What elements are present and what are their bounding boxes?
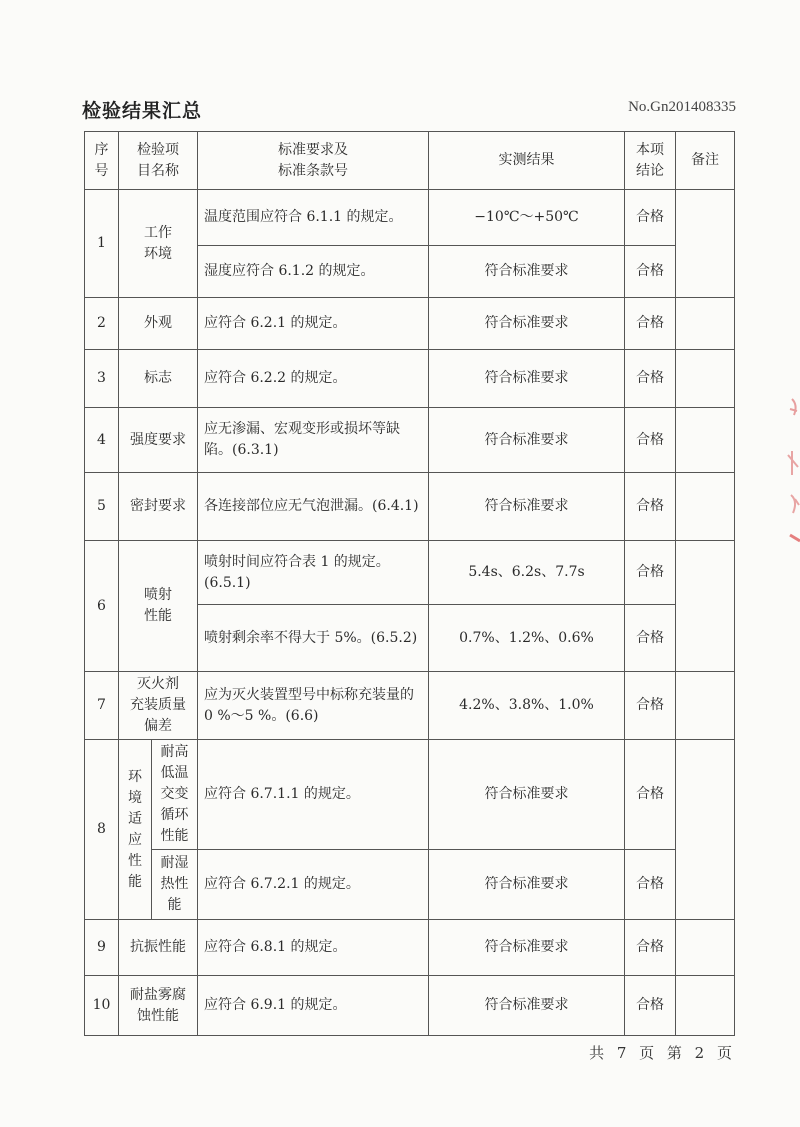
row-requirement: 应符合 6.7.2.1 的规定。	[198, 850, 429, 920]
row-seq: 2	[85, 298, 119, 350]
row-requirement: 喷射时间应符合表 1 的规定。(6.5.1)	[198, 541, 429, 605]
row-result: 符合标准要求	[429, 298, 625, 350]
row-remark	[676, 350, 735, 408]
table-row	[85, 920, 735, 976]
row-requirement: 温度范围应符合 6.1.1 的规定。	[198, 190, 429, 246]
row-subitem: 耐高 低温 交变 循环 性能	[152, 740, 198, 850]
table-row	[85, 672, 735, 740]
row-result: 符合标准要求	[429, 976, 625, 1036]
row-remark	[676, 298, 735, 350]
row-conclusion: 合格	[625, 246, 676, 298]
row-item: 灭火剂 充装质量 偏差	[119, 672, 198, 740]
row-result: 符合标准要求	[429, 350, 625, 408]
row-item: 密封要求	[119, 473, 198, 541]
row-conclusion: 合格	[625, 473, 676, 541]
row-seq: 1	[85, 190, 119, 298]
row-conclusion: 合格	[625, 298, 676, 350]
row-seq: 7	[85, 672, 119, 740]
header-result: 实测结果	[429, 132, 625, 190]
row-seq: 8	[85, 740, 119, 920]
table-row	[85, 298, 735, 350]
row-seq: 6	[85, 541, 119, 672]
row-item: 环 境 适 应 性 能	[119, 740, 152, 920]
row-subitem: 耐湿 热性 能	[152, 850, 198, 920]
table-row	[85, 408, 735, 473]
row-conclusion: 合格	[625, 976, 676, 1036]
row-result: 0.7%、1.2%、0.6%	[429, 605, 625, 672]
row-requirement: 应符合 6.2.2 的规定。	[198, 350, 429, 408]
table-row	[85, 541, 735, 605]
report-number: No.Gn201408335	[628, 99, 736, 115]
row-conclusion: 合格	[625, 408, 676, 473]
row-result: 4.2%、3.8%、1.0%	[429, 672, 625, 740]
row-requirement: 应符合 6.9.1 的规定。	[198, 976, 429, 1036]
row-requirement: 应符合 6.8.1 的规定。	[198, 920, 429, 976]
row-seq: 9	[85, 920, 119, 976]
row-requirement: 应无渗漏、宏观变形或损坏等缺陷。(6.3.1)	[198, 408, 429, 473]
row-remark	[676, 473, 735, 541]
row-conclusion: 合格	[625, 920, 676, 976]
row-item: 抗振性能	[119, 920, 198, 976]
table-header-row	[85, 132, 735, 190]
row-seq: 10	[85, 976, 119, 1036]
row-remark	[676, 920, 735, 976]
header-conclusion: 本项 结论	[625, 132, 676, 190]
table-row	[85, 740, 735, 850]
header-seq: 序 号	[85, 132, 119, 190]
row-requirement: 喷射剩余率不得大于 5%。(6.5.2)	[198, 605, 429, 672]
row-seq: 5	[85, 473, 119, 541]
row-result: 符合标准要求	[429, 246, 625, 298]
row-conclusion: 合格	[625, 850, 676, 920]
row-result: 符合标准要求	[429, 850, 625, 920]
page-title: 检验结果汇总	[82, 100, 203, 122]
row-requirement: 湿度应符合 6.1.2 的规定。	[198, 246, 429, 298]
row-item: 外观	[119, 298, 198, 350]
row-remark	[676, 190, 735, 298]
table-row	[85, 190, 735, 246]
row-result: 5.4s、6.2s、7.7s	[429, 541, 625, 605]
row-requirement: 应符合 6.2.1 的规定。	[198, 298, 429, 350]
header-requirement: 标准要求及 标准条款号	[198, 132, 429, 190]
row-conclusion: 合格	[625, 605, 676, 672]
row-remark	[676, 672, 735, 740]
row-item: 工作 环境	[119, 190, 198, 298]
seal-stamp-fragment	[778, 395, 800, 545]
row-remark	[676, 740, 735, 920]
row-requirement: 应为灭火装置型号中标称充装量的 0 %～5 %。(6.6)	[198, 672, 429, 740]
row-requirement: 应符合 6.7.1.1 的规定。	[198, 740, 429, 850]
row-result: 符合标准要求	[429, 740, 625, 850]
row-remark	[676, 408, 735, 473]
row-conclusion: 合格	[625, 672, 676, 740]
row-remark	[676, 976, 735, 1036]
row-seq: 4	[85, 408, 119, 473]
row-conclusion: 合格	[625, 190, 676, 246]
row-result: 符合标准要求	[429, 408, 625, 473]
table-row	[85, 350, 735, 408]
row-requirement: 各连接部位应无气泡泄漏。(6.4.1)	[198, 473, 429, 541]
pagination: 共 7 页 第 2 页	[589, 1044, 736, 1062]
row-result: 符合标准要求	[429, 920, 625, 976]
row-item: 喷射 性能	[119, 541, 198, 672]
results-table	[84, 131, 735, 1036]
row-item: 强度要求	[119, 408, 198, 473]
row-item: 标志	[119, 350, 198, 408]
row-result: −10℃～+50℃	[429, 190, 625, 246]
row-conclusion: 合格	[625, 350, 676, 408]
table-row	[85, 976, 735, 1036]
row-seq: 3	[85, 350, 119, 408]
table-row	[85, 473, 735, 541]
row-conclusion: 合格	[625, 541, 676, 605]
header-item: 检验项 目名称	[119, 132, 198, 190]
row-item: 耐盐雾腐 蚀性能	[119, 976, 198, 1036]
row-conclusion: 合格	[625, 740, 676, 850]
row-result: 符合标准要求	[429, 473, 625, 541]
row-remark	[676, 541, 735, 672]
table-row	[85, 850, 735, 920]
header-remark: 备注	[676, 132, 735, 190]
